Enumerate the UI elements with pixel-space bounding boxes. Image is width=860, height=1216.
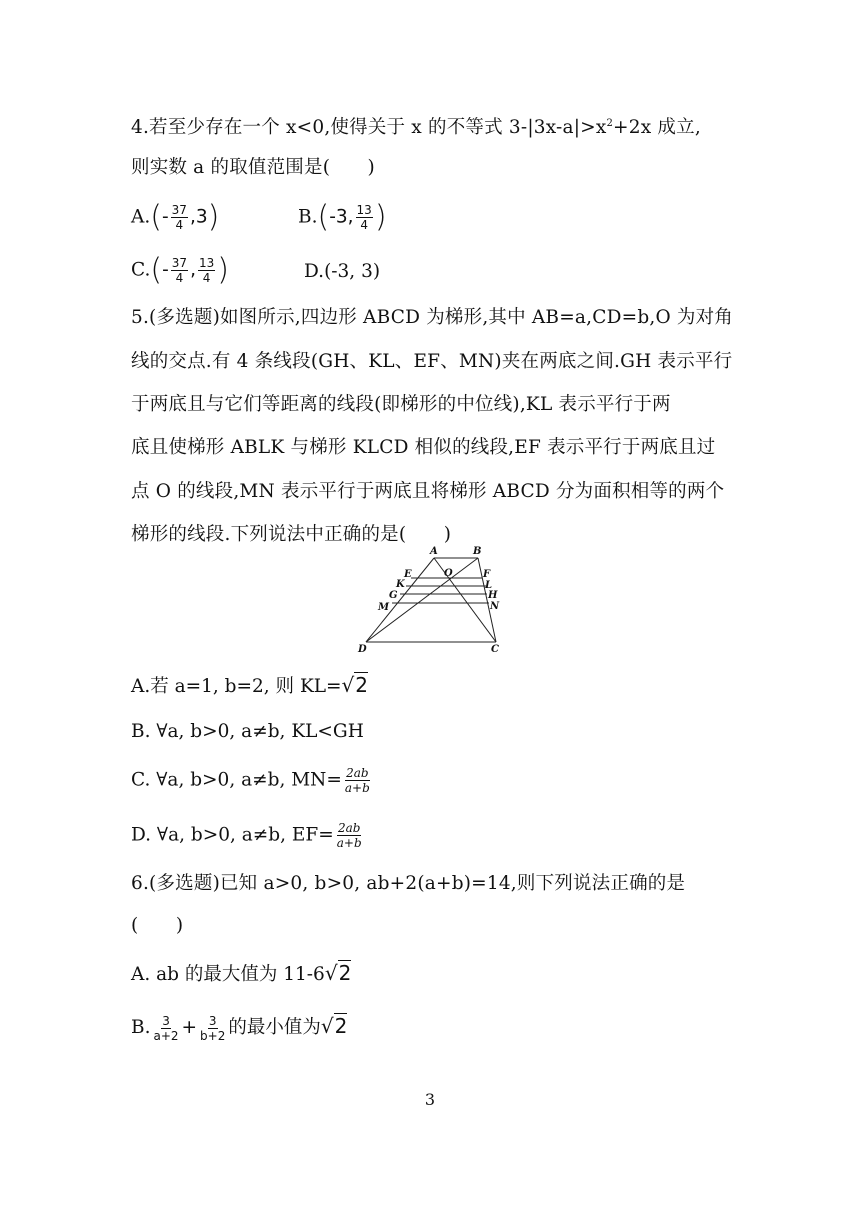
- sqrt-icon: √2: [320, 1014, 348, 1038]
- figure-label-f: F: [483, 569, 491, 580]
- fraction-denominator: a+b: [344, 781, 370, 795]
- q4-stem-exponent: 2: [606, 118, 614, 129]
- q6-stem-line-1: 6.(多选题)已知 a>0, b>0, ab+2(a+b)=14,则下列说法正确的是: [131, 873, 686, 894]
- q6-option-b-fraction-1: [152, 1014, 179, 1043]
- q6-option-a: [131, 960, 351, 988]
- q5-option-b: [131, 719, 364, 745]
- q5-stem-line-5: 点 O 的线段,MN 表示平行于两底且将梯形 ABCD 分为面积相等的两个: [131, 481, 725, 502]
- trapezoid-figure: [350, 542, 510, 657]
- right-paren-icon: ): [374, 199, 387, 235]
- q4-stem-part-a: 4.若至少存在一个 x<0,使得关于 x 的不等式 3-|3x-a|>x: [131, 117, 607, 139]
- q5-option-c: [131, 766, 373, 795]
- q5-option-d: [131, 821, 365, 850]
- figure-label-n: N: [490, 601, 500, 612]
- q6-option-b-fraction-2: [199, 1014, 226, 1043]
- q6-stem-line-2: ( ): [131, 915, 184, 936]
- figure-label-a: A: [430, 546, 438, 557]
- q4-option-d-text: (-3, 3): [324, 261, 381, 282]
- figure-label-d: D: [358, 644, 367, 655]
- page-number: 3: [424, 1090, 436, 1109]
- q5-option-a-text: A.若 a=1, b=2, 则 KL=: [131, 676, 342, 697]
- q4-option-c: [131, 252, 229, 288]
- q4-option-b-head: -3,: [329, 206, 354, 228]
- q4-option-c-fraction-2: [198, 256, 215, 285]
- fraction-denominator: b+2: [200, 1028, 226, 1043]
- left-paren-icon: (: [317, 199, 330, 235]
- q4-option-b-label: B.: [298, 206, 318, 228]
- q5-option-c-fraction: [344, 766, 371, 795]
- q5-stem-line-6: 梯形的线段.下列说法中正确的是( ): [131, 524, 452, 545]
- right-paren-icon: ): [217, 252, 229, 288]
- q4-option-a-sign: -: [161, 206, 169, 228]
- q4-option-a-tail: ,3: [189, 206, 208, 228]
- right-paren-icon: ): [207, 199, 220, 235]
- figure-label-c: C: [491, 644, 499, 655]
- figure-label-h: H: [488, 590, 498, 601]
- figure-label-g: G: [389, 590, 398, 601]
- q5-option-c-text: C. ∀a, b>0, a≠b, MN=: [131, 769, 342, 791]
- figure-label-b: B: [473, 546, 482, 557]
- q5-option-d-text: D. ∀a, b>0, a≠b, EF=: [131, 824, 334, 846]
- figure-label-e: E: [404, 569, 412, 580]
- q4-option-b: [298, 199, 387, 235]
- plus-sign: +: [181, 1017, 198, 1038]
- q4-option-c-comma: ,: [190, 259, 196, 281]
- q4-stem-line-1: [131, 111, 701, 141]
- q6-option-b-text: 的最小值为: [228, 1017, 321, 1038]
- diagonal-bd: [366, 558, 478, 642]
- sqrt-icon: √2: [324, 961, 352, 985]
- fraction-denominator: a+2: [153, 1028, 179, 1043]
- segment-ad: [366, 558, 434, 642]
- q6-option-b-label: B.: [131, 1017, 151, 1038]
- radicand: 2: [338, 961, 352, 985]
- q6-option-a-text: A. ab 的最大值为 11-6: [131, 964, 325, 985]
- q4-option-a-fraction: [171, 203, 188, 232]
- left-paren-icon: (: [150, 199, 162, 235]
- q4-option-c-sign: -: [162, 259, 169, 281]
- q5-option-d-fraction: [336, 821, 363, 850]
- q4-option-d: [304, 259, 380, 285]
- figure-label-k: K: [396, 579, 405, 590]
- fraction-numerator: 3: [208, 1013, 217, 1028]
- figure-label-l: L: [485, 580, 493, 591]
- fraction-denominator: a+b: [336, 836, 362, 850]
- figure-label-o: O: [444, 568, 453, 579]
- q4-option-b-fraction: [356, 203, 373, 232]
- sqrt-icon: √2: [341, 673, 369, 697]
- fraction-numerator: 37: [171, 203, 187, 217]
- q5-option-a: [131, 672, 368, 700]
- radicand: 2: [355, 673, 369, 697]
- fraction-denominator: 4: [175, 218, 184, 232]
- q5-stem-line-2: 线的交点.有 4 条线段(GH、KL、EF、MN)夹在两底之间.GH 表示平行: [131, 351, 733, 372]
- q4-option-c-label: C.: [131, 259, 151, 281]
- fraction-numerator: 2ab: [337, 821, 361, 835]
- q4-option-a-label: A.: [131, 206, 151, 228]
- left-paren-icon: (: [150, 252, 163, 288]
- fraction-numerator: 3: [162, 1013, 170, 1028]
- radicand: 2: [334, 1014, 348, 1038]
- fraction-denominator: 4: [202, 271, 211, 285]
- q4-option-a: [131, 199, 220, 235]
- fraction-numerator: 37: [171, 256, 188, 270]
- q4-option-d-label: D.: [304, 261, 325, 282]
- fraction-numerator: 13: [198, 256, 215, 270]
- q5-stem-line-3: 于两底且与它们等距离的线段(即梯形的中位线),KL 表示平行于两: [131, 394, 671, 415]
- fraction-numerator: 13: [356, 203, 372, 217]
- q5-option-b-text: B. ∀a, b>0, a≠b, KL<GH: [131, 721, 364, 742]
- q4-option-c-fraction-1: [171, 256, 188, 285]
- q5-stem-line-4: 底且使梯形 ABLK 与梯形 KLCD 相似的线段,EF 表示平行于两底且过: [131, 437, 716, 458]
- q6-option-b: [131, 1013, 347, 1043]
- fraction-numerator: 2ab: [346, 766, 369, 780]
- q4-stem-line-2: 则实数 a 的取值范围是( ): [131, 157, 375, 178]
- q5-stem-line-1: 5.(多选题)如图所示,四边形 ABCD 为梯形,其中 AB=a,CD=b,O 为对角: [131, 307, 734, 328]
- fraction-denominator: 4: [360, 218, 368, 232]
- q4-stem-part-b: +2x 成立,: [613, 117, 701, 139]
- fraction-denominator: 4: [175, 271, 184, 285]
- figure-label-m: M: [378, 602, 390, 613]
